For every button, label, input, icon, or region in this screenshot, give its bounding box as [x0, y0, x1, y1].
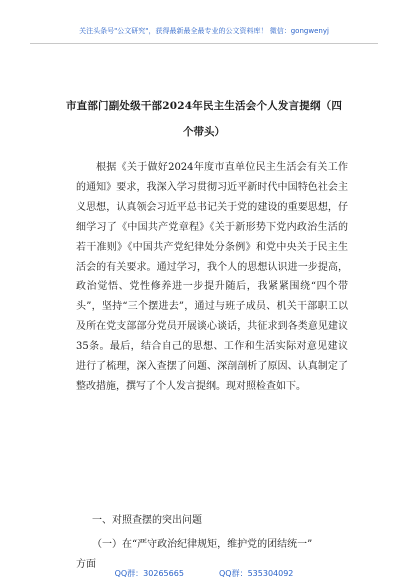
header-banner: 关注头条号"公文研究"，获得最新最全最专业的公文资料库！ 微信：gongwenyj	[79, 27, 329, 35]
footer-contact	[0, 568, 408, 579]
document-title-line-1: 市直部门副处级干部2024年民主生活会个人发言提纲（四	[65, 100, 343, 112]
header-divider	[30, 43, 378, 44]
footer-qq-group-2: QQ群：535304092	[219, 569, 294, 578]
section-heading-1: 一、对照查摆的突出问题	[92, 515, 202, 526]
subsection-heading-1: （一）在“严守政治纪律规矩，维护党的团结统一”	[92, 539, 313, 550]
subsection-heading-1-continued: 方面	[76, 559, 96, 570]
body-paragraph-1: 根据《关于做好2024年度市直单位民主生活会有关工作的通知》要求，我深入学习贯彻习近平新时代中国特色社会主义思想，认真领会习近平总书记关于党的建设的重要思想，仔细学习了《中国共产党章程》《关于新形势下党内政治生活的若干准则》《中国共产党纪律处分条例》和党中央关于民主生活会的有关要求。通过学习，我个人的思想认识进一步提高，政治觉悟、党性修养进一步提升随后，我紧紧围绕“四个带头”，坚持“三个摆进去”，通过与班子成员、机关干部职工以及所在党支部部分党员开展谈心谈话，共征求到各类意见建议35条。最后，结合自己的思想、工作和生活实际对意见建议进行了梳理，深入查摆了问题、深剖剖析了原因、认真制定了整改措施，撰写了个人发言提纲。现对照检查如下。	[76, 162, 348, 392]
footer-qq-group-1: QQ群：30265665	[114, 569, 184, 578]
document-title-line-2: 个带头）	[183, 126, 225, 138]
